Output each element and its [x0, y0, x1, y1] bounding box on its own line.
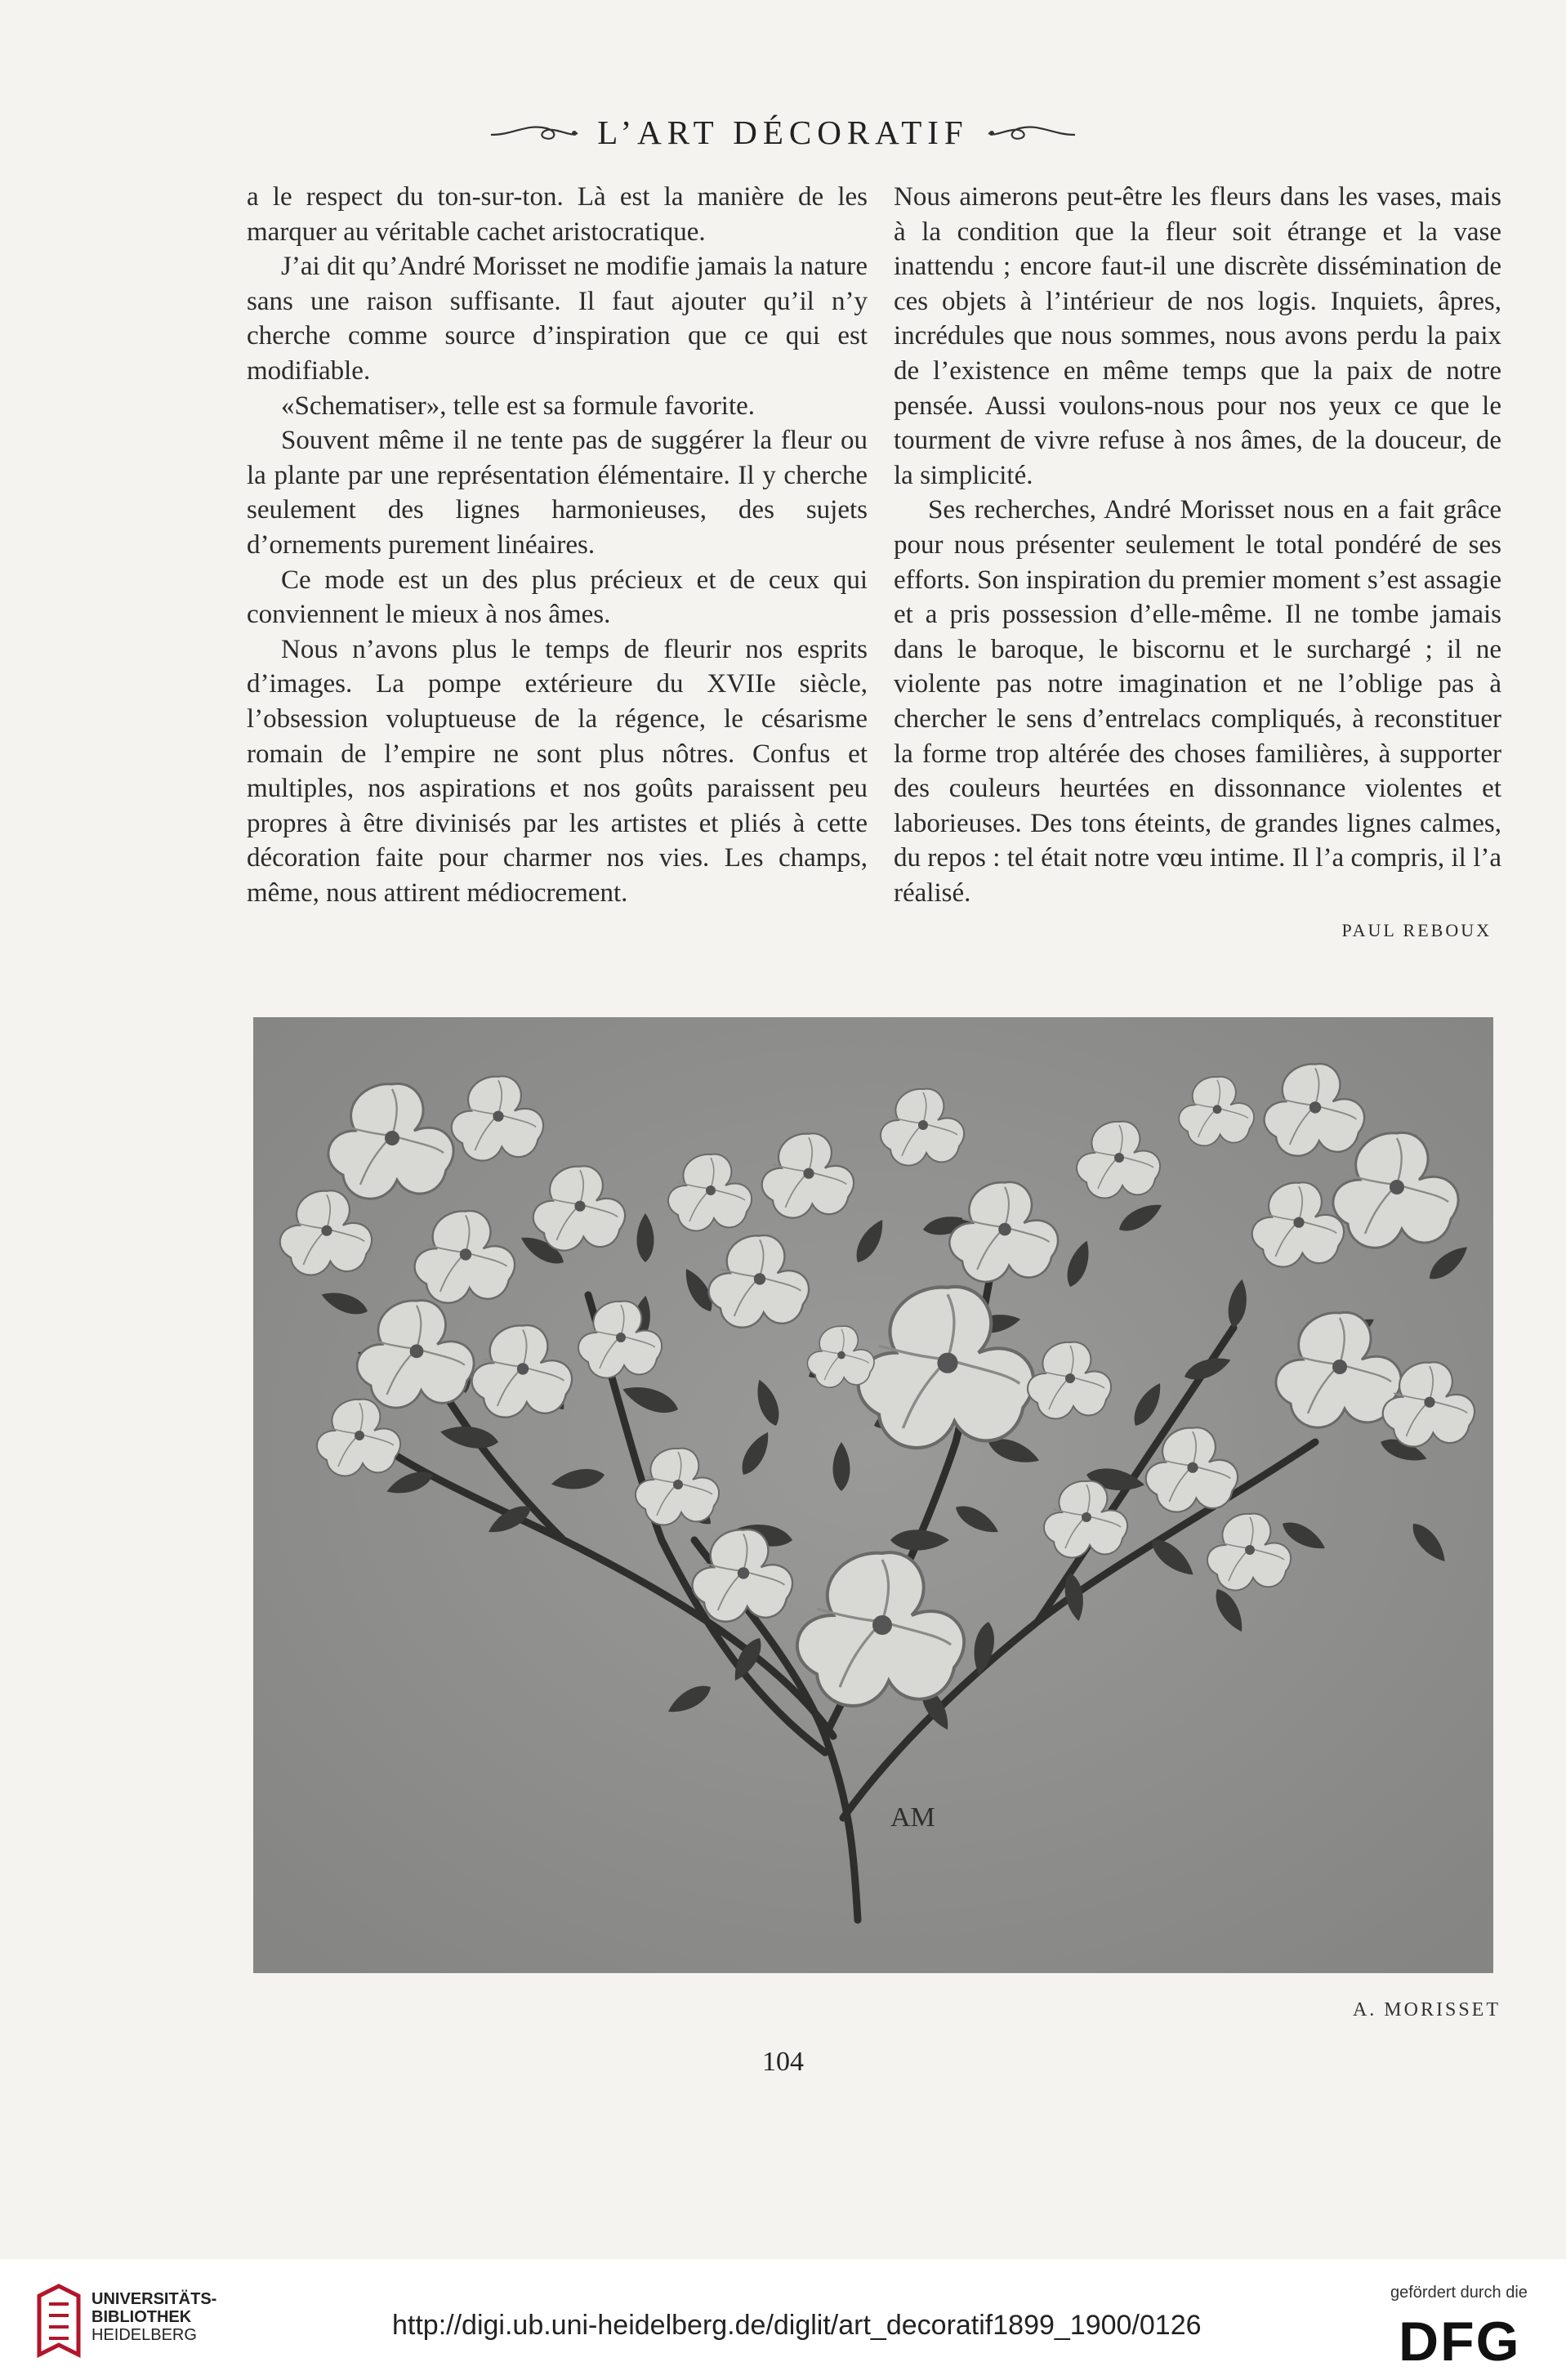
paragraph: J’ai dit qu’André Morisset ne modifie jamais la nature sans une raison suffisante. Il faut ajouter qu’il n’y cherche comme source d’inspiration que ce qui est modifiable. — [247, 252, 868, 386]
dfg-logo: DFG — [1399, 2311, 1521, 2373]
paragraph: Ce mode est un des plus précieux et de ceux qui conviennent le mieux à nos âmes. — [247, 565, 868, 630]
author-signature: PAUL REBOUX — [1341, 920, 1492, 941]
artist-monogram: AM — [890, 1802, 935, 1833]
paragraph: «Schematiser», telle est sa formule favorite. — [281, 391, 756, 421]
paragraph: Ses recherches, André Morisset nous en a fait grâce pour nous présenter seulement le total pondéré de ses efforts. Son inspiration du premier moment s’est assagie et a pris possession d’elle-même. Il ne tombe jamais dans le baroque, le biscornu et le surchargé ; il ne violente pas notre imagination et ne l’oblige pas à chercher le sens d’entrelacs compliqués, à reconstituer la forme trop altérée des choses familières, à supporter des couleurs heurtées en dissonnance violentes et laborieuses. Des tons éteints, de grandes lignes calmes, du repos : tel était notre vœu intime. Il l’a compris, il l’a réalisé. — [894, 495, 1501, 908]
right-flourish-ornament — [987, 120, 1077, 145]
right-text-column — [894, 180, 1501, 949]
journal-title: L’ART DÉCORATIF — [597, 114, 969, 151]
page-number: 104 — [762, 2047, 804, 2077]
library-name-line: HEIDELBERG — [91, 2326, 197, 2344]
left-text-column — [247, 180, 868, 910]
paragraph: Nous aimerons peut-être les fleurs dans les vases, mais à la condition que la fleur soit étrange et la vase inattendu ; encore faut-il une discrète dissémination de ces objets à l’intérieur de nos logis. Inquiets, âpres, incrédules que nous sommes, nous avons perdu la paix de l’existence en même temps que la paix de notre pensée. Aussi voulons-nous pour nos yeux ce que le tourment de vivre refuse à nos âmes, de la douceur, de la simplicité. — [894, 182, 1501, 490]
left-flourish-ornament — [489, 120, 579, 145]
library-name — [91, 2290, 216, 2344]
digitization-footer — [0, 2259, 1566, 2380]
azalea-illustration-plate — [253, 1017, 1493, 1973]
funder-label: gefördert durch die — [1390, 2284, 1528, 2302]
paragraph: a le respect du ton-sur-ton. Là est la manière de les marquer au véritable cachet aristocratique. — [247, 182, 868, 247]
permalink[interactable]: http://digi.ub.uni-heidelberg.de/diglit/art_decoratif1899_1900/0126 — [392, 2310, 1202, 2341]
plate-caption: A. MORISSET — [1352, 1999, 1501, 2021]
paragraph: Souvent même il ne tente pas de suggérer la fleur ou la plante par une représentation élémentaire. Il y cherche seulement des lignes harmonieuses, des sujets d’ornements purement linéaires. — [247, 426, 868, 560]
azalea-illustration — [253, 1017, 1493, 1973]
paragraph: Nous n’avons plus le temps de fleurir nos esprits d’images. La pompe extérieure du XVIIe siècle, l’obsession voluptueuse de la régence, le césarisme romain de l’empire ne sont plus nôtres. Confus et multiples, nos aspirations et nos goûts paraissent peu propres à être divinisés par les artistes et pliés à cette décoration faite pour charmer nos vies. Les champs, même, nous attirent médiocrement. — [247, 634, 868, 908]
library-logo-icon — [33, 2280, 85, 2361]
running-header — [0, 108, 1566, 157]
library-name-line: UNIVERSITÄTS- — [91, 2290, 217, 2308]
library-name-line: BIBLIOTHEK — [91, 2308, 192, 2326]
